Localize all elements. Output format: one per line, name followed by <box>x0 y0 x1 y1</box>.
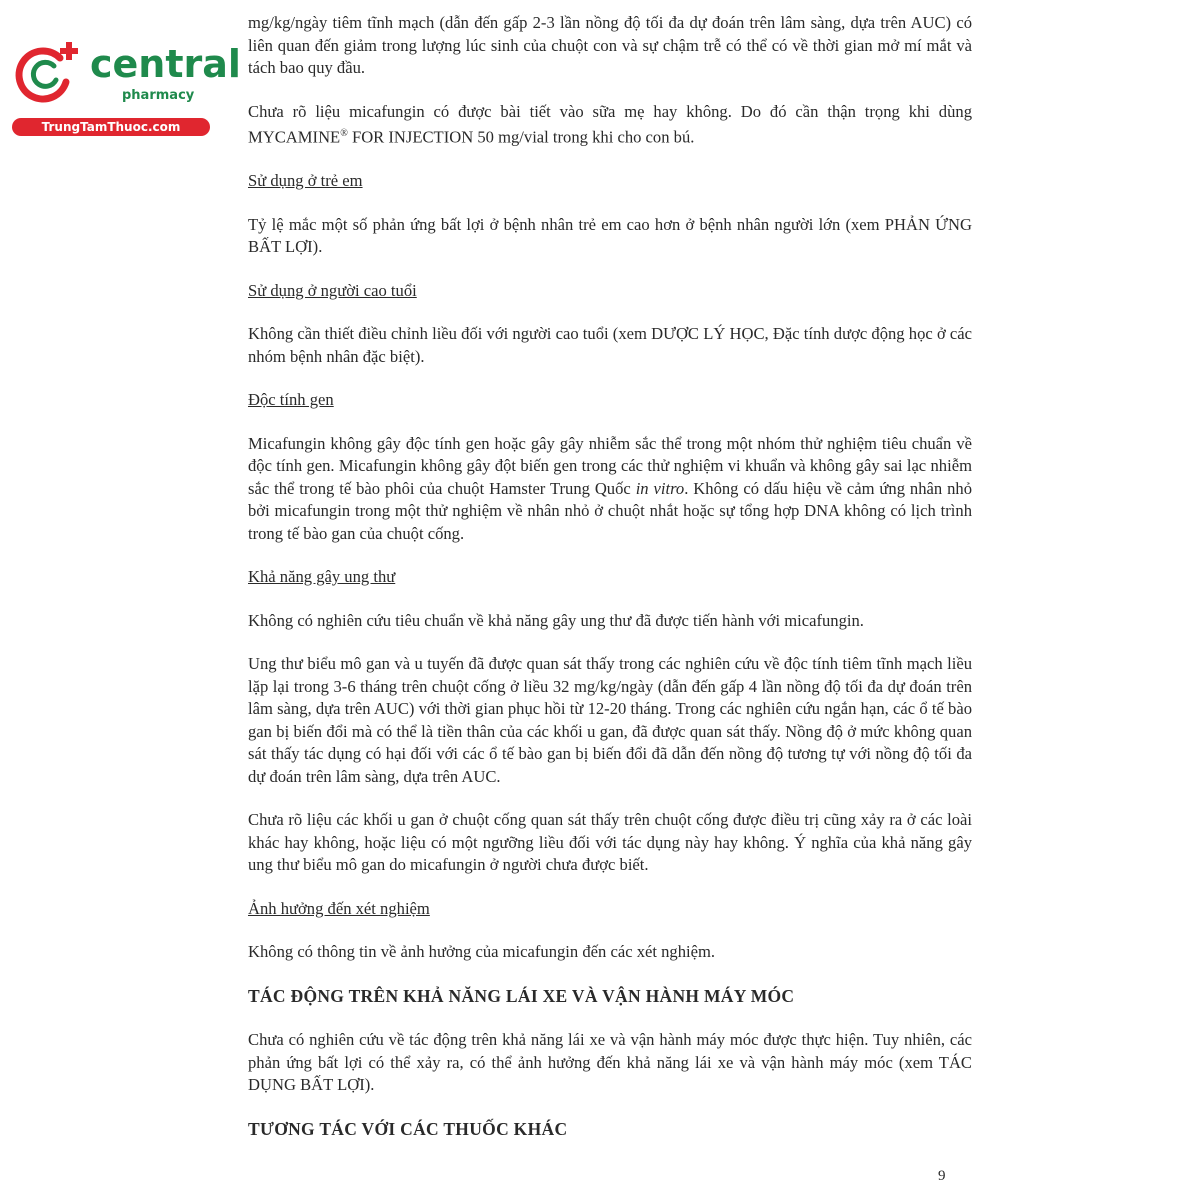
logo-sub-text: pharmacy <box>122 88 195 103</box>
subheading-carcinogenicity: Khả năng gây ung thư <box>248 567 396 587</box>
paragraph-carcino-unknown: Chưa rõ liệu các khối u gan ở chuột cống quan sát thấy trên chuột cống được điều trị cũng xảy ra ở các loài khác hay không, hoặc liệu có một ngưỡng liều đối với tác dụng này hay không. Ý nghĩa của khả năng gây ung thư biểu mô gan do micafungin ở người chưa được biết. <box>248 810 972 875</box>
genotox-italic: in vitro <box>635 478 685 498</box>
genotox-text-b: . Không có dấu hiệu về cảm ứng nhân nhỏ bởi micafungin trong một thử nghiệm về nhân nhỏ ở chuột nhắt hoặc sự tổng hợp DNA không có lịch trình trong tế bào gan của chuột cống. <box>248 478 972 543</box>
paragraph-driving: Chưa có nghiên cứu về tác động trên khả năng lái xe và vận hành máy móc được thực hiện. Tuy nhiên, các phản ứng bất lợi có thể xảy ra, có thể ảnh hưởng đến khả năng lái xe và vận hành máy móc (xem TÁC DỤNG BẤT LỢI). <box>248 1030 972 1095</box>
logo-brand-text: central <box>90 42 241 86</box>
paragraph-lab-tests: Không có thông tin về ảnh hưởng của micafungin đến các xét nghiệm. <box>248 942 716 962</box>
page-number: 9 <box>938 1168 946 1184</box>
logo-url-badge: TrungTamThuoc.com <box>12 118 210 136</box>
heading-driving: TÁC ĐỘNG TRÊN KHẢ NĂNG LÁI XE VÀ VẬN HÀNH MÁY MÓC <box>248 985 795 1006</box>
registered-mark: ® <box>340 128 348 139</box>
document-page <box>248 12 972 1162</box>
breastfeeding-text-b: FOR INJECTION 50 mg/vial trong khi cho con bú. <box>347 127 695 147</box>
central-pharmacy-logo-icon <box>10 38 82 110</box>
subheading-elderly: Sử dụng ở người cao tuổi <box>248 280 417 300</box>
genotox-text-a: Micafungin không gây độc tính gen hoặc gây gây nhiễm sắc thể trong một nhóm thử nghiệm tiêu chuẩn về độc tính gen. Micafungin không gây đột biến gen trong các thử nghiệm vi khuẩn và không gây sai lạc nhiễm sắc thể trong tế bào phôi của chuột Hamster Trung Quốc <box>248 433 972 498</box>
subheading-genotoxicity: Độc tính gen <box>248 390 334 410</box>
heading-interactions: TƯƠNG TÁC VỚI CÁC THUỐC KHÁC <box>248 1118 568 1139</box>
paragraph-genotoxicity <box>248 433 972 546</box>
subheading-children: Sử dụng ở trẻ em <box>248 171 363 191</box>
paragraph-carcino-liver: Ung thư biểu mô gan và u tuyến đã được quan sát thấy trong các nghiên cứu về độc tính tiêm tĩnh mạch liều lặp lại trong 3-6 tháng trên chuột cống ở liều 32 mg/kg/ngày (dẫn đến gấp 4 lần nồng độ tối đa dự đoán trên lâm sàng, dựa trên AUC) với thời gian phục hồi từ 12-20 tháng. Trong các nghiên cứu ngắn hạn, các ổ tế bào gan bị biến đổi mà có thể là tiền thân của các khối u gan, đã được quan sát thấy. Nồng độ ở mức không quan sát thấy tác dụng có hại đối với các ổ tế bào gan bị biến đổi đã dẫn đến nồng độ tương tự với nồng độ tối đa dự đoán trên lâm sàng, dựa trên AUC. <box>248 654 972 786</box>
paragraph-children: Tỷ lệ mắc một số phản ứng bất lợi ở bệnh nhân trẻ em cao hơn ở bệnh nhân người lớn (xem PHẢN ỨNG BẤT LỢI). <box>248 214 972 257</box>
paragraph-dosage-fetal: mg/kg/ngày tiêm tĩnh mạch (dẫn đến gấp 2-3 lần nồng độ tối đa dự đoán trên lâm sàng, dựa trên AUC) có liên quan đến giảm trong lượng lúc sinh của chuột con và sự chậm trễ có thể có về thời gian mở mí mắt và tách bao quy đầu. <box>248 13 972 77</box>
paragraph-breastfeeding <box>248 101 972 150</box>
paragraph-elderly: Không cần thiết điều chỉnh liều đối với người cao tuổi (xem DƯỢC LÝ HỌC, Đặc tính dược động học ở các nhóm bệnh nhân đặc biệt). <box>248 324 972 366</box>
paragraph-carcino-standard: Không có nghiên cứu tiêu chuẩn về khả năng gây ung thư đã được tiến hành với micafungin. <box>248 610 864 630</box>
subheading-lab-tests: Ảnh hưởng đến xét nghiệm <box>248 898 430 918</box>
brand-logo <box>10 38 241 138</box>
breastfeeding-text-a: Chưa rõ liệu micafungin có được bài tiết vào sữa mẹ hay không. Do đó cần thận trọng khi dùng MYCAMINE <box>248 101 972 147</box>
